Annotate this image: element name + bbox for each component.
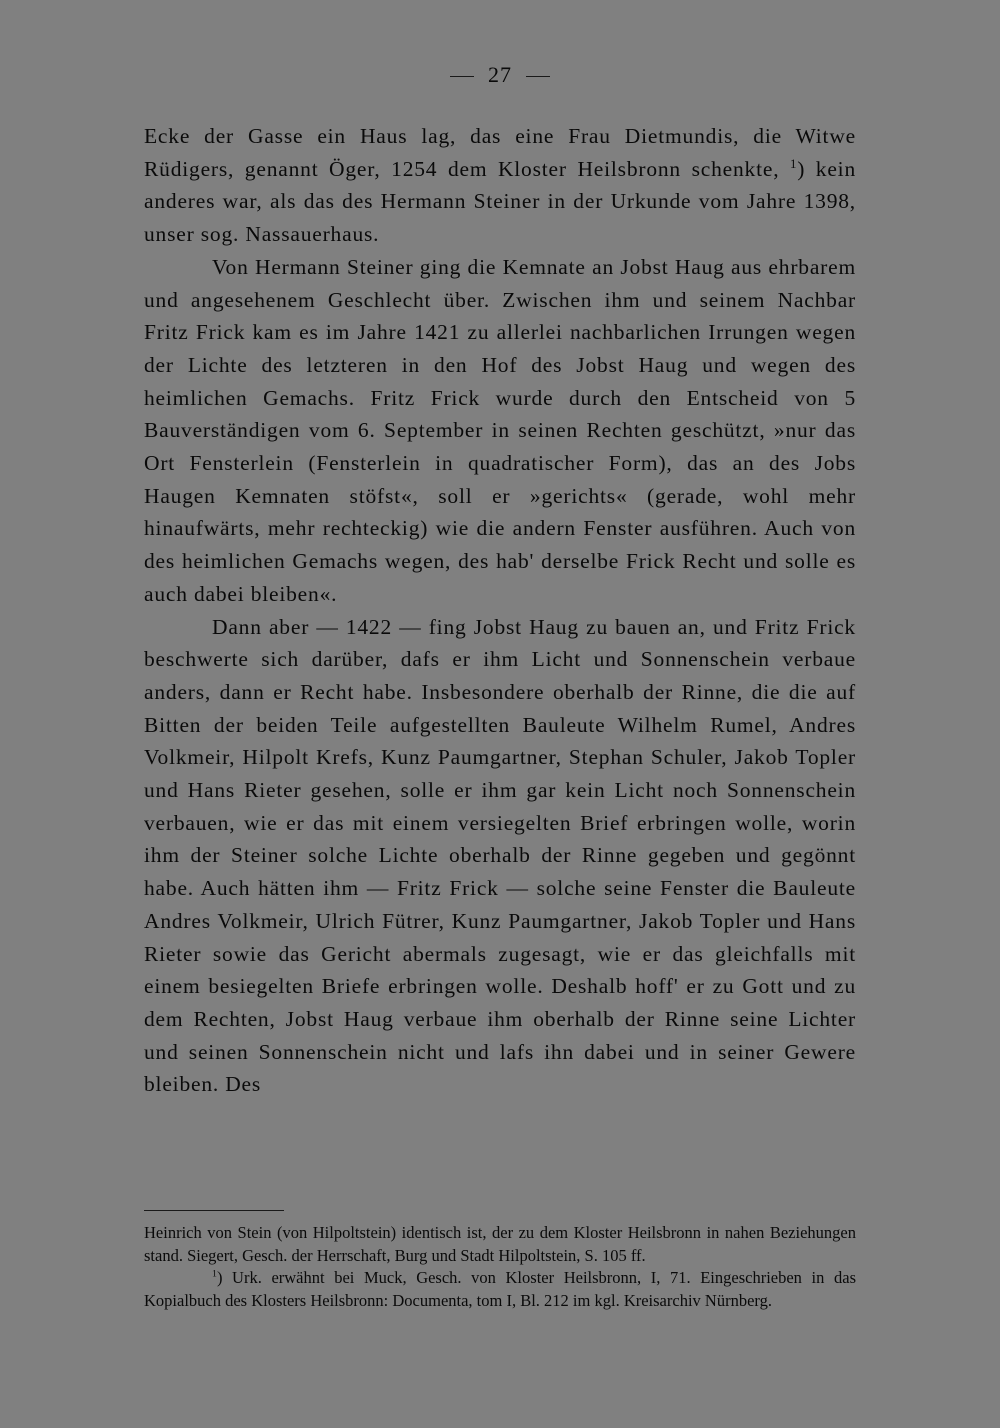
paragraph-1-text: Ecke der Gasse ein Haus lag, das eine Frau Dietmundis, die Witwe Rüdigers, genannt Öger, 1254 dem Kloster Heilsbronn schenkte, xyxy=(144,124,856,181)
footnote-separator xyxy=(144,1210,284,1211)
page-number: 27 xyxy=(488,62,512,87)
paragraph-1 xyxy=(144,120,856,251)
header-dash-right xyxy=(526,76,550,77)
body-text xyxy=(144,120,856,1101)
footnotes xyxy=(144,1222,856,1312)
paragraph-1-text-continued: ) kein anderes war, als das des Hermann Steiner in der Urkunde vom Jahre 1398, unser sog. Nassauerhaus. xyxy=(144,156,856,247)
page-header xyxy=(0,62,1000,88)
footnote-continued: Heinrich von Stein (von Hilpoltstein) identisch ist, der zu dem Kloster Heilsbronn in nahen Beziehungen stand. Siegert, Gesch. der Herrschaft, Burg und Stadt Hilpoltstein, S. 105 ff. xyxy=(144,1223,856,1265)
footnote-1 xyxy=(144,1267,856,1312)
footnote-1-mark: 1 xyxy=(212,1268,217,1280)
footnote-reference-1: 1 xyxy=(789,156,798,171)
paragraph-3: Dann aber — 1422 — fing Jobst Haug zu bauen an, und Fritz Frick beschwerte sich darüber, dafs er ihm Licht und Sonnenschein verbaue anders, dann er Recht habe. Insbesondere oberhalb der Rinne, die die auf Bitten der beiden Teile aufgestellten Bauleute Wilhelm Rumel, Andres Volkmeir, Hilpolt Krefs, Kunz Paumgartner, Stephan Schuler, Jakob Topler und Hans Rieter gesehen, solle er ihm gar kein Licht noch Sonnenschein verbauen, wie er das mit einem versiegelten Brief erbringen wolle, worin ihm der Steiner solche Lichte oberhalb der Rinne gegeben und gegönnt habe. Auch hätten ihm — Fritz Frick — solche seine Fenster die Bauleute Andres Volkmeir, Ulrich Fütrer, Kunz Paumgartner, Jakob Topler und Hans Rieter sowie das Gericht abermals zugesagt, wie er das gleichfalls mit einem besiegelten Briefe erbringen wolle. Deshalb hoff' er zu Gott und zu dem Rechten, Jobst Haug verbaue ihm oberhalb der Rinne seine Lichter und seinen Sonnenschein nicht und lafs ihn dabei und in seiner Gewere bleiben. Des xyxy=(144,614,856,1097)
header-dash-left xyxy=(450,76,474,77)
footnote-1-text: ) Urk. erwähnt bei Muck, Gesch. von Kloster Heilsbronn, I, 71. Eingeschrieben in das Kopialbuch des Klosters Heilsbronn: Documenta, tom I, Bl. 212 im kgl. Kreisarchiv Nürnberg. xyxy=(144,1268,856,1310)
paragraph-2: Von Hermann Steiner ging die Kemnate an Jobst Haug aus ehrbarem und angesehenem Geschlecht über. Zwischen ihm und seinem Nachbar Fritz Frick kam es im Jahre 1421 zu allerlei nachbarlichen Irrungen wegen der Lichte des letzteren in den Hof des Jobst Haug und wegen des heimlichen Gemachs. Fritz Frick wurde durch den Entscheid von 5 Bauverständigen vom 6. September in seinen Rechten geschützt, »nur das Ort Fensterlein (Fensterlein in quadratischer Form), das an des Jobs Haugen Kemnaten stöfst«, soll er »gerichts« (gerade, wohl mehr hinaufwärts, mehr rechteckig) wie die andern Fenster ausführen. Auch von des heimlichen Gemachs wegen, des hab' derselbe Frick Recht und solle es auch dabei bleiben«. xyxy=(144,254,856,606)
